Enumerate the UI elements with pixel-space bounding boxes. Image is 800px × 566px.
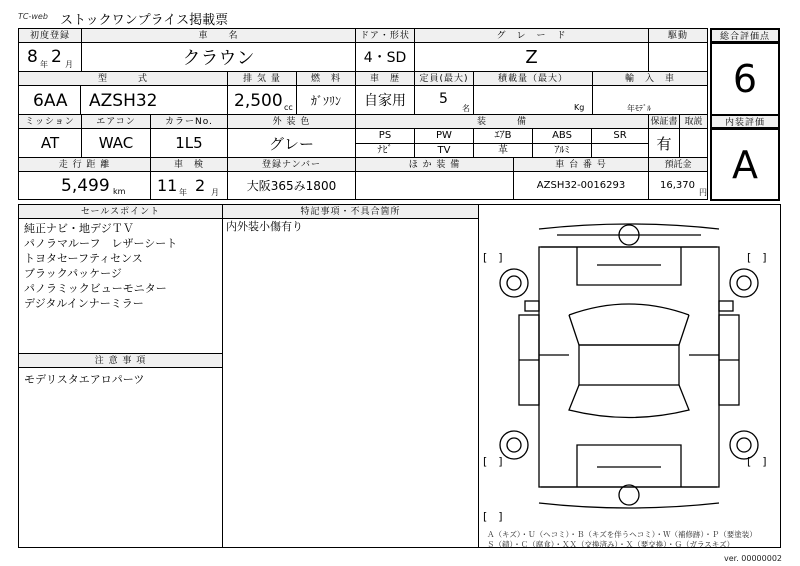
plate-cell: 大阪365み1800 <box>227 171 356 200</box>
damage-legend-line2: Ｓ（錆）・Ｃ（腐食）・ＸＸ（交換済み）・Ｘ（要交換）・Ｇ（ガラスキズ） <box>487 540 735 549</box>
year-unit: 年 <box>40 60 48 69</box>
plate-header: 登録ナンバー <box>227 157 356 172</box>
bracket-front-right: [ ] <box>747 251 767 264</box>
mission-header: ミッション <box>18 114 82 129</box>
load-cell <box>473 85 593 115</box>
sales-points-list <box>20 221 220 311</box>
bracket-rear-left: [ ] <box>483 455 503 468</box>
sales-point-item: デジタルインナーミラー <box>24 297 144 310</box>
car-name-cell: クラウン <box>81 42 356 72</box>
deposit-unit: 円 <box>699 188 707 197</box>
sales-point-item: 純正ナビ・地デジＴＶ <box>24 222 134 235</box>
aircon-header: エアコン <box>81 114 151 129</box>
left-column-divider <box>222 204 223 548</box>
color-no-header: カラーNo. <box>150 114 228 129</box>
interior-rating-header: 内装評価 <box>710 114 780 129</box>
note-item: モデリスタエアロパーツ <box>24 373 145 386</box>
other-equipment-cell <box>355 171 514 200</box>
mission-cell: AT <box>18 128 82 158</box>
car-damage-diagram <box>479 205 780 525</box>
deposit-header: 預託金 <box>648 157 708 172</box>
mileage-value: 5,499 <box>61 176 110 196</box>
exterior-color-cell: グレー <box>227 128 356 158</box>
deposit-cell <box>648 171 708 200</box>
bracket-bottom-left: [ ] <box>483 510 503 523</box>
load-unit: Kg <box>574 103 585 112</box>
import-model-year: 年ﾓﾃﾞﾙ <box>627 104 651 113</box>
damage-legend-line1: Ａ（キズ）・Ｕ（ヘコミ）・Ｂ（キズを伴うヘコミ）・Ｗ（補修跡）・Ｐ（要塗装） <box>487 530 757 539</box>
equipment-item: ｱﾙﾐ <box>532 143 592 159</box>
exterior-color-header: 外 装 色 <box>227 114 356 129</box>
equipment-item: TV <box>414 143 474 159</box>
notes-list <box>20 372 220 387</box>
month-unit: 月 <box>65 60 73 69</box>
manual-cell <box>679 128 708 158</box>
inspection-header: 車 検 <box>150 157 228 172</box>
sales-point-item: パノラマルーフ レザーシート <box>24 237 178 250</box>
warranty-cell: 有 <box>648 128 680 158</box>
model-cell <box>18 85 228 115</box>
first-reg-month: 2 <box>51 47 62 67</box>
version-label: ver. 00000002 <box>723 554 782 563</box>
inspection-year-unit: 年 <box>179 188 187 197</box>
first-reg-year: 8 <box>27 47 38 67</box>
grade-header: グ レ ー ド <box>414 28 649 43</box>
equipment-item: ﾅﾋﾞ <box>355 143 415 159</box>
capacity-cell <box>414 85 474 115</box>
door-shape-header: ドア・形状 <box>355 28 415 43</box>
document-title: ストックワンプライス掲載票 <box>60 13 229 28</box>
vin-cell: AZSH32-0016293 <box>513 171 649 200</box>
fuel-cell: ｶﾞｿﾘﾝ <box>296 85 356 115</box>
equipment-item: PW <box>414 128 474 144</box>
site-logo: TC-web <box>18 12 48 21</box>
drive-cell <box>648 42 708 72</box>
import-header: 輸 入 車 <box>592 71 708 86</box>
grade-cell: Z <box>414 42 649 72</box>
vin-header: 車 台 番 号 <box>513 157 649 172</box>
drive-header: 駆動 <box>648 28 708 43</box>
notes-header: 注 意 事 項 <box>18 353 223 368</box>
mileage-header: 走 行 距 離 <box>18 157 151 172</box>
car-name-header: 車 名 <box>81 28 356 43</box>
inspection-month-unit: 月 <box>211 188 219 197</box>
door-shape-cell: 4・SD <box>355 42 415 72</box>
aircon-cell: WAC <box>81 128 151 158</box>
special-note-item: 内外装小傷有り <box>226 220 303 233</box>
fuel-header: 燃 料 <box>296 71 356 86</box>
mileage-cell <box>18 171 151 200</box>
load-header: 積載量（最大） <box>473 71 593 86</box>
bracket-front-left: [ ] <box>483 251 503 264</box>
manual-header: 取説 <box>679 114 708 129</box>
sales-point-item: パノラミックビューモニター <box>24 282 167 295</box>
capacity-value: 5 <box>439 91 448 107</box>
sales-point-item: トヨタセーフティセンス <box>24 252 143 265</box>
equipment-item: ABS <box>532 128 592 144</box>
total-rating-header: 総合評価点 <box>710 28 780 43</box>
total-rating-value: 6 <box>710 42 780 116</box>
model-prefix: 6AA <box>33 91 68 111</box>
model-code: AZSH32 <box>89 91 158 111</box>
bracket-rear-right: [ ] <box>747 455 767 468</box>
capacity-header: 定員(最大) <box>414 71 474 86</box>
first-registration-cell <box>18 42 82 72</box>
first-registration-header: 初度登録 <box>18 28 82 43</box>
capacity-unit: 名 <box>462 104 470 113</box>
inspection-cell <box>150 171 228 200</box>
equipment-header: 装 備 <box>355 114 649 129</box>
special-notes-header: 特記事項・不具合箇所 <box>222 204 479 219</box>
color-no-cell: 1L5 <box>150 128 228 158</box>
car-outline-icon <box>479 205 780 525</box>
interior-rating-value: A <box>710 128 780 201</box>
displacement-cell <box>227 85 297 115</box>
mileage-unit: km <box>113 187 126 196</box>
inspection-month: 2 <box>195 176 206 195</box>
equipment-item: SR <box>591 128 649 144</box>
model-header: 型 式 <box>18 71 228 86</box>
displacement-header: 排 気 量 <box>227 71 297 86</box>
other-equipment-header: ほ か 装 備 <box>355 157 514 172</box>
warranty-header: 保証書 <box>648 114 680 129</box>
history-header: 車 歴 <box>355 71 415 86</box>
inspection-year: 11 <box>157 176 178 195</box>
history-cell: 自家用 <box>355 85 415 115</box>
deposit-value: 16,370 <box>660 180 695 191</box>
sales-points-header: セールスポイント <box>18 204 223 219</box>
equipment-item: PS <box>355 128 415 144</box>
special-notes-list <box>222 219 472 234</box>
sales-point-item: ブラックパッケージ <box>24 267 122 280</box>
displacement-value: 2,500 <box>234 91 283 111</box>
equipment-item: 革 <box>473 143 533 159</box>
displacement-unit: cc <box>284 103 293 112</box>
model-divider <box>80 86 81 115</box>
import-cell <box>592 85 708 115</box>
equipment-item: ｴｱB <box>473 128 533 144</box>
